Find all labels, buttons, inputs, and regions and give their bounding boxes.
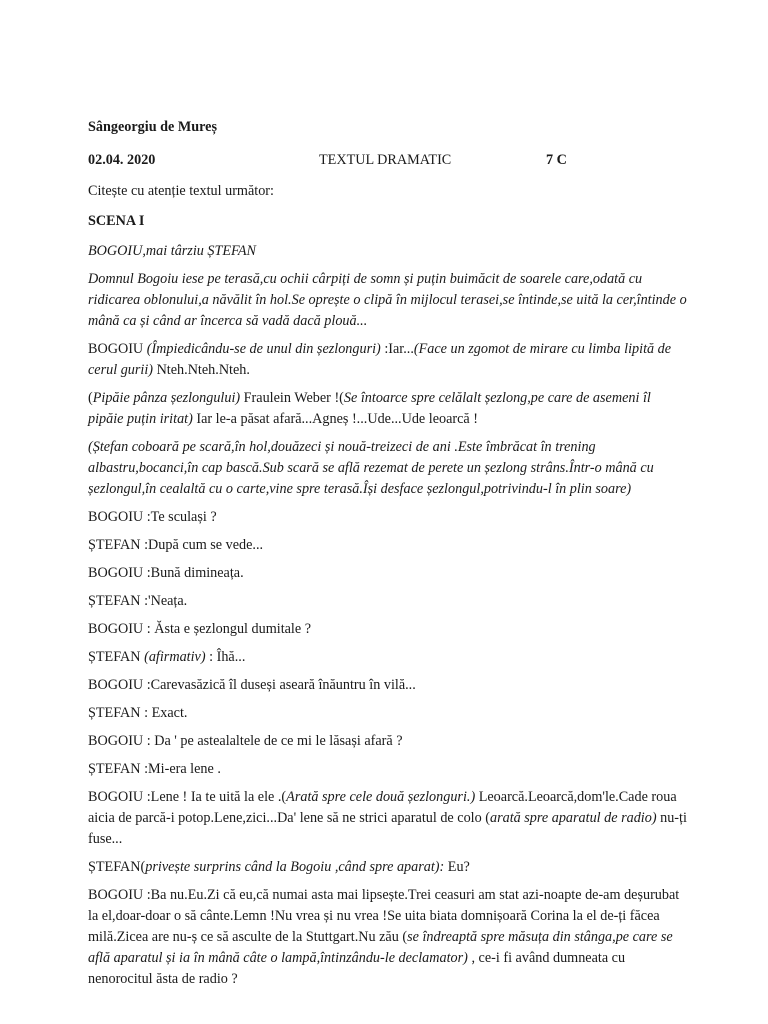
document-content — [88, 117, 688, 997]
dialogue-line: BOGOIU : Ăsta e șezlongul dumitale ? — [88, 621, 312, 637]
speech: Fraulein Weber !( — [240, 390, 344, 406]
stage-direction: arată spre aparatul de radio) — [489, 810, 657, 826]
stage-direction: (afirmativ) — [144, 649, 206, 665]
dialogue-line — [88, 857, 688, 878]
stage-direction: Pipăie pânza șezlongului) — [92, 390, 241, 406]
speaker: ȘTEFAN — [88, 649, 145, 665]
speech: Eu? — [444, 859, 470, 875]
dialogue-line: BOGOIU :Carevasăzică îl duseși aseară înăuntru în vilă... — [88, 677, 416, 693]
dialogue-line — [88, 647, 688, 668]
dialogue-line — [88, 885, 688, 990]
dialogue-line: ȘTEFAN :După cum se vede... — [88, 537, 264, 553]
speech: BOGOIU :Lene ! Ia te uită la ele .( — [88, 789, 287, 805]
header-date: 02.04. 2020 — [88, 152, 156, 168]
speech: Leoarcă.Leoarcă,dom'le.Cade roua aicia de parcă-i potop.Lene,zici...Da' lene să ne strici aparatul de colo ( — [88, 789, 677, 826]
speech: BOGOIU :Ba nu.Eu.Zi că eu,că numai asta mai lipsește.Trei ceasuri am stat azi-noapte de-am deșurubat la el,doar-doar o să cânte.Lemn !Nu vrea și nu vrea !Se uita biata domnișoară Corina la el de-ți făcea milă.Zicea are nu-ș ce să asculte de la Stuttgart.Nu zău ( — [88, 887, 680, 945]
speaker: BOGOIU — [88, 341, 144, 357]
header-class: 7 C — [546, 152, 567, 168]
school-name: Sângeorgiu de Mureș — [88, 119, 218, 135]
stage-direction: se îndreaptă spre măsuța din stânga,pe care se află aparatul și ia în mână câte o lampă,întinzându-le declamator) — [88, 929, 673, 966]
stage-direction: Se întoarce spre celălalt șezlong,pe care de asemeni îl pipăie puțin iritat) — [88, 390, 651, 427]
header-row — [88, 150, 688, 171]
instruction: Citește cu atenție textul următor: — [88, 183, 274, 199]
speech: , ce-i fi având dumneata cu nenorocitul ăsta de radio ? — [88, 950, 626, 987]
characters-line: BOGOIU,mai târziu ȘTEFAN — [88, 243, 257, 259]
stage-direction: Arată spre cele două șezlonguri.) — [286, 789, 476, 805]
stage-direction-1: Domnul Bogoiu iese pe terasă,cu ochii cârpiți de somn și puțin buimăcit de soarele care,odată cu ridicarea oblonului,a năvălit în hol.Se oprește o clipă în mijlocul terasei,se întinde,se uită la cer,întinde o mână ca și când ar încerca să vadă dacă plouă... — [88, 271, 687, 329]
dialogue-line-2 — [88, 388, 688, 430]
dialogue-line: BOGOIU :Te sculași ? — [88, 509, 217, 525]
dialogue-line-1 — [88, 339, 688, 381]
dialogue-line: ȘTEFAN : Exact. — [88, 705, 188, 721]
speech: Nteh.Nteh.Nteh. — [153, 362, 250, 378]
dialogue-line — [88, 787, 688, 850]
stage-direction-2: (Ștefan coboară pe scară,în hol,douăzeci și nouă-treizeci de ani .Este îmbrăcat în trening albastru,bocanci,în cap bască.Sub scară se află rezemat de perete un șezlong strâns.Într-o mână cu șezlongul,în cealaltă cu o carte,vine spre terasă.Își desface șezlongul,potrivindu-l în plin soare) — [88, 439, 654, 497]
dialogue-line: BOGOIU :Bună dimineața. — [88, 565, 244, 581]
stage-direction: (Face un zgomot de mirare cu limba lipită de cerul gurii) — [88, 341, 672, 378]
dialogue-line: ȘTEFAN :'Neața. — [88, 593, 188, 609]
stage-direction: (Împiedicându-se de unul din șezlonguri) — [146, 341, 381, 357]
speech: :Iar... — [380, 341, 414, 357]
header-title: TEXTUL DRAMATIC — [319, 152, 452, 168]
scene-title: SCENA I — [88, 213, 145, 229]
dialogue-line: ȘTEFAN :Mi-era lene . — [88, 761, 221, 777]
dialogue-line: BOGOIU : Da ' pe astealaltele de ce mi le lăsași afară ? — [88, 733, 403, 749]
paren: ( — [88, 390, 93, 406]
speech: : Îhă... — [205, 649, 246, 665]
speaker: ȘTEFAN( — [88, 859, 146, 875]
speech: nu-ți fuse... — [88, 810, 687, 847]
stage-direction: privește surprins când la Bogoiu ,când spre aparat): — [145, 859, 445, 875]
speech: Iar le-a păsat afară...Agneș !...Ude...Ude leoarcă ! — [192, 411, 478, 427]
